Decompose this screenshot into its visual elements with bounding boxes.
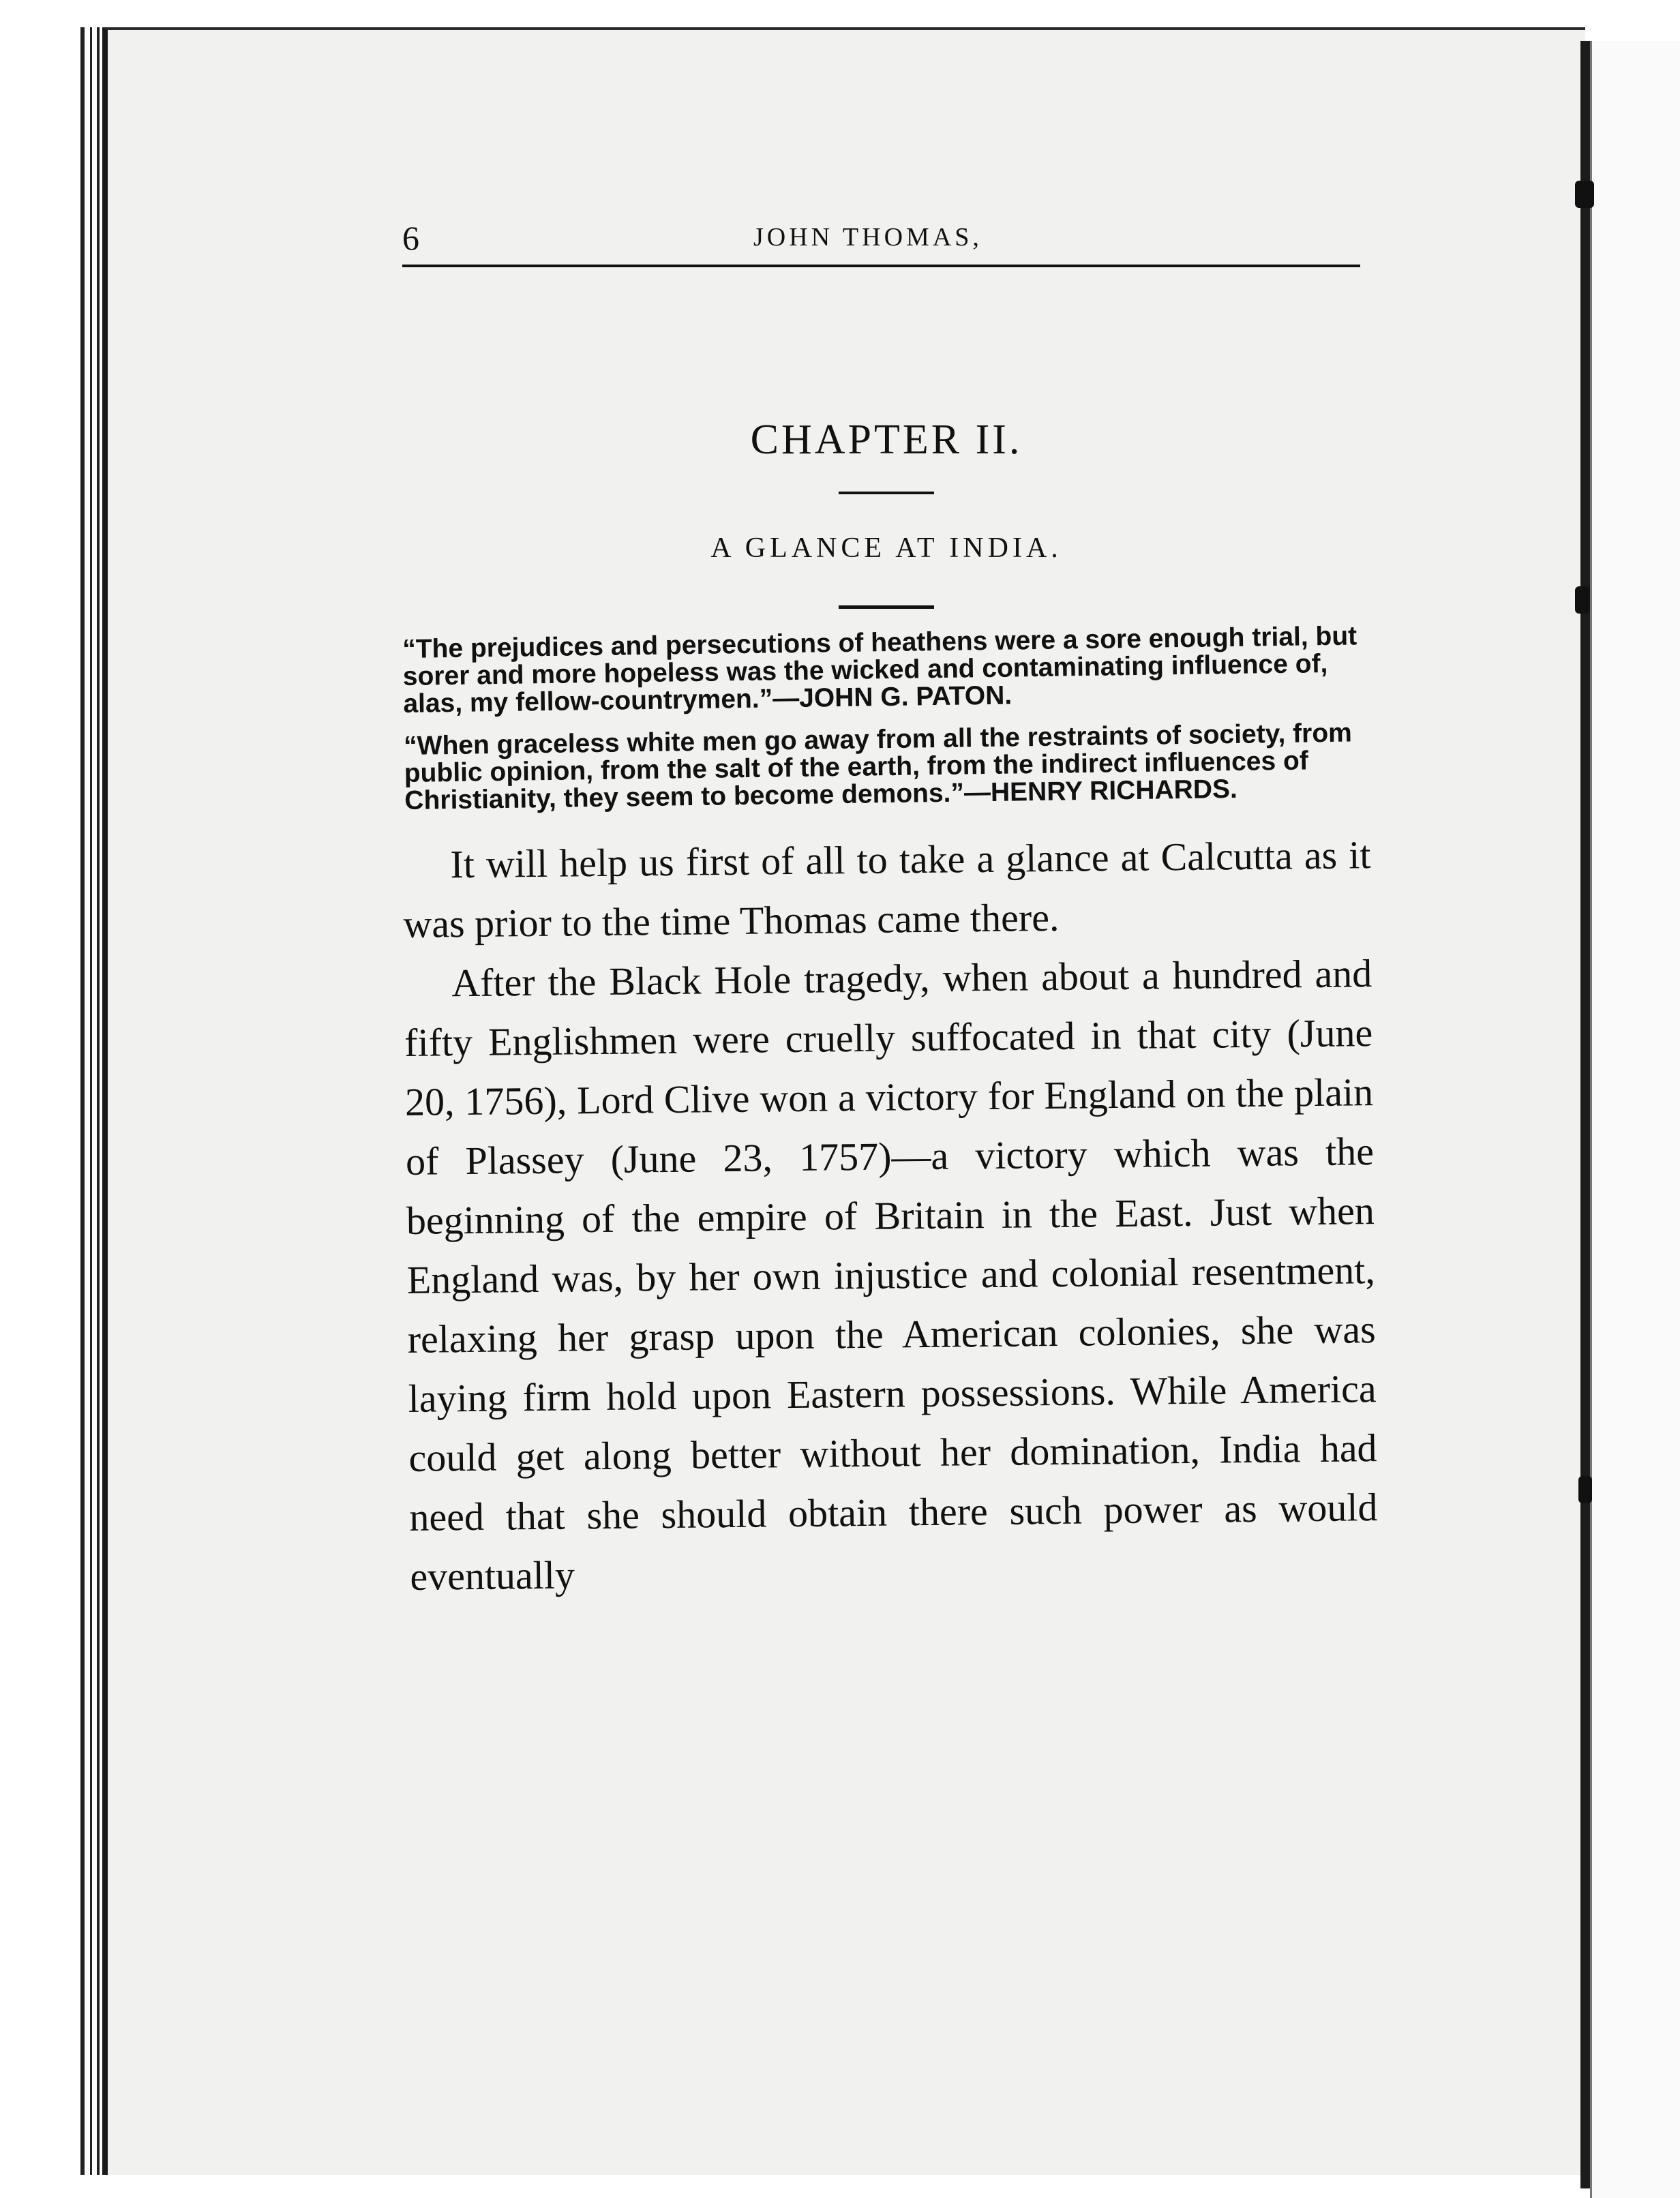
header-rule	[402, 265, 1360, 267]
page-number: 6	[402, 219, 419, 257]
epigraph-paton: “The prejudices and persecutions of heathens were a sore enough trial, but sorer and more hopeless was the wicked and contaminating influence of, alas, my fellow-countrymen.”—JOHN G. PATON.	[402, 621, 1358, 719]
page-content	[402, 205, 1378, 1606]
running-title: JOHN THOMAS,	[753, 223, 982, 252]
paragraph: It will help us first of all to take a glance at Calcutta as it was prior to the time Thomas came there.	[403, 832, 1371, 946]
running-head	[402, 205, 1370, 280]
binding-gutter	[1590, 41, 1680, 2198]
paragraph: After the Black Hole tragedy, when about a hundred and fifty Englishmen were cruelly suffocated in that city (June 20, 1756), Lord Clive won a victory for England on the plain of Plassey (June 23, 1757)—a victory which was the beginning of the empire of Britain in the East. Just when England was, by her own injustice and colonial resentment, relaxing her grasp upon the American colonies, she was laying firm hold upon Eastern possessions. While America could get along better without her domination, India had need that she should obtain there such power as would eventually	[404, 951, 1378, 1599]
body-text	[402, 825, 1379, 1606]
chapter-divider	[839, 492, 934, 494]
binding-mark	[1578, 1476, 1592, 1503]
binding-edge	[1580, 41, 1590, 2188]
page-edge-line	[80, 27, 85, 2175]
epigraphs	[402, 622, 1373, 815]
chapter-subtitle: A GLANCE AT INDIA.	[710, 532, 1062, 564]
binding-mark	[1575, 586, 1590, 614]
chapter-title: CHAPTER II.	[750, 417, 1023, 463]
subtitle-divider	[839, 605, 934, 609]
binding-mark	[1575, 181, 1594, 208]
epigraph-richards: “When graceless white men go away from all the restraints of society, from public opinion, from the salt of the earth, from the indirect influences of Christianity, they seem to become demons.”—HENRY RICHARDS.	[403, 718, 1353, 815]
page-edge-line	[90, 27, 92, 2175]
page-edge-line	[97, 27, 100, 2175]
